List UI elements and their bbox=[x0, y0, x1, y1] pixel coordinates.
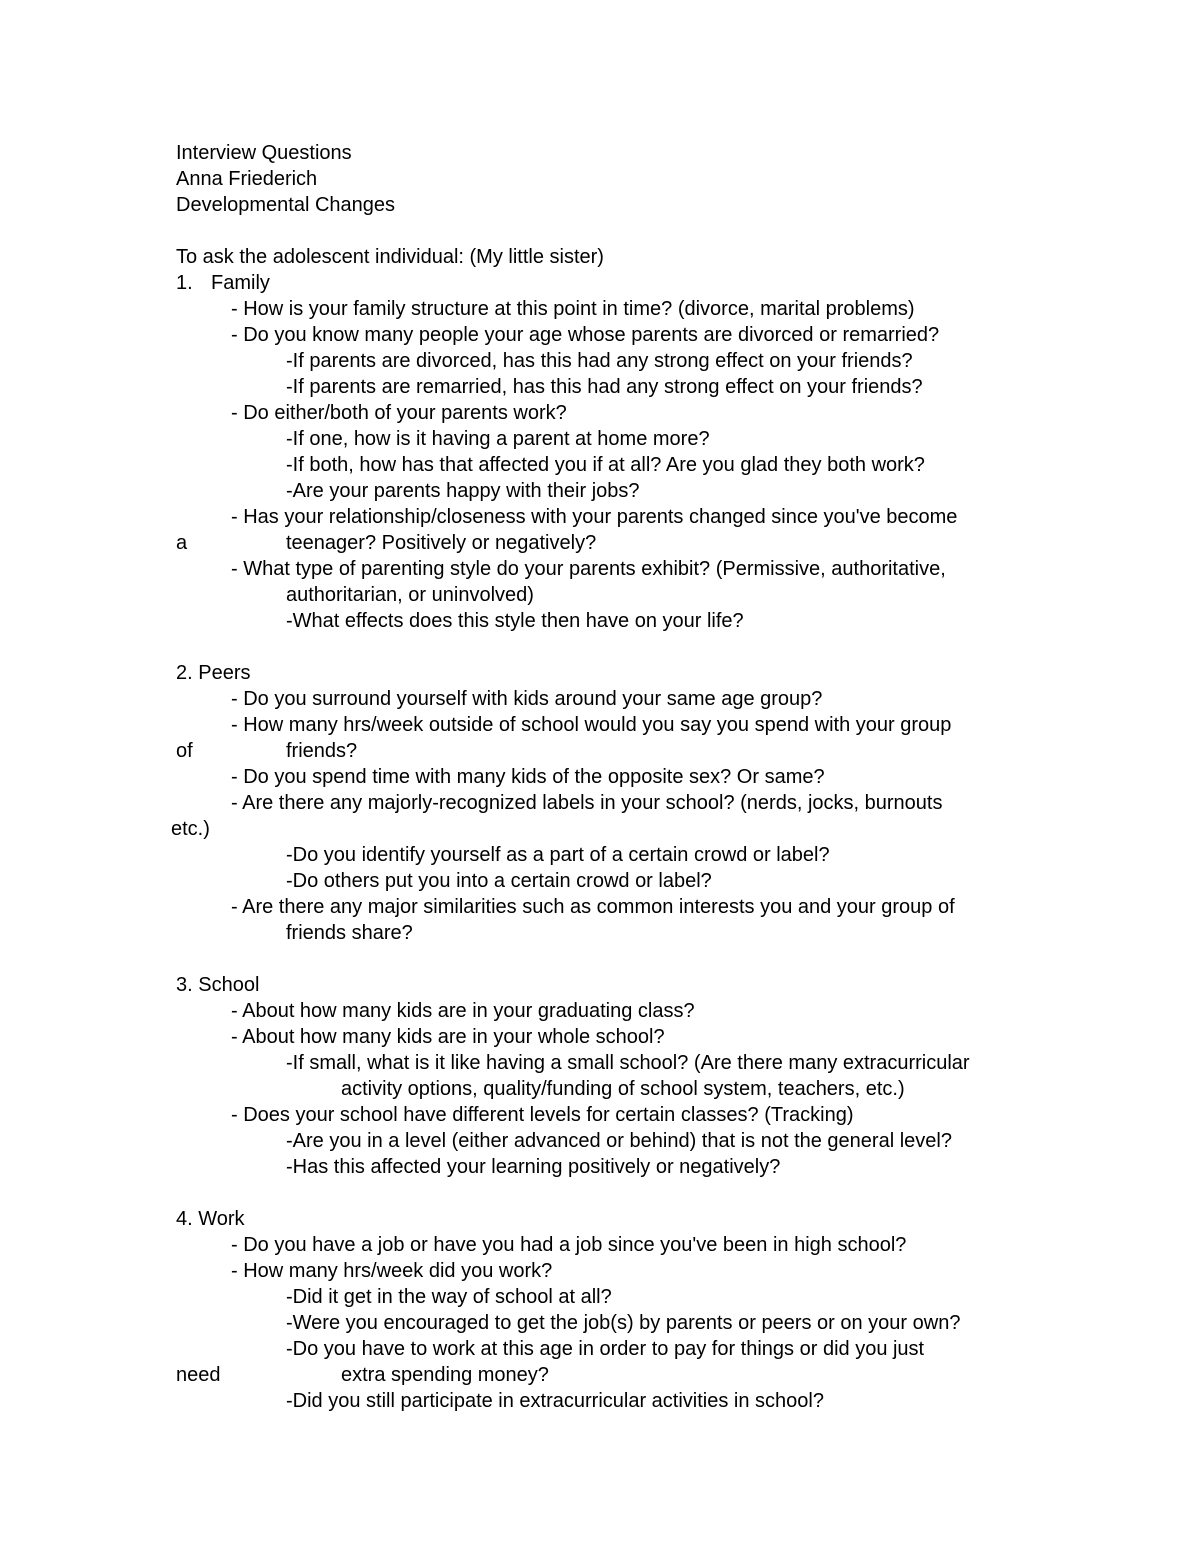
peers-question-continuation: friends? bbox=[286, 740, 358, 762]
family-question: - Do you know many people your age whose parents are divorced or remarried? bbox=[231, 324, 940, 346]
work-subquestion: -Did it get in the way of school at all? bbox=[286, 1286, 612, 1308]
peers-question-continuation: friends share? bbox=[286, 922, 413, 944]
peers-subquestion: -Do others put you into a certain crowd or label? bbox=[286, 870, 712, 892]
family-question-continuation: authoritarian, or uninvolved) bbox=[286, 584, 534, 606]
peers-question: - Are there any major similarities such as common interests you and your group of bbox=[231, 896, 955, 918]
author-name: Anna Friederich bbox=[176, 168, 318, 190]
work-question: - Do you have a job or have you had a job since you've been in high school? bbox=[231, 1234, 907, 1256]
work-subquestion: -Were you encouraged to get the job(s) by parents or peers or on your own? bbox=[286, 1312, 961, 1334]
school-question: - About how many kids are in your whole school? bbox=[231, 1026, 665, 1048]
school-subquestion: -Has this affected your learning positively or negatively? bbox=[286, 1156, 781, 1178]
family-heading-number: 1. bbox=[176, 272, 193, 294]
family-subquestion: -What effects does this style then have on your life? bbox=[286, 610, 744, 632]
school-subquestion: -If small, what is it like having a small school? (Are there many extracurricular bbox=[286, 1052, 970, 1074]
document-title: Interview Questions bbox=[176, 142, 352, 164]
family-subquestion: -Are your parents happy with their jobs? bbox=[286, 480, 640, 502]
work-question: - How many hrs/week did you work? bbox=[231, 1260, 553, 1282]
document-subject: Developmental Changes bbox=[176, 194, 396, 216]
school-heading: 3. School bbox=[176, 974, 260, 996]
family-question: - Do either/both of your parents work? bbox=[231, 402, 567, 424]
family-subquestion: -If one, how is it having a parent at home more? bbox=[286, 428, 710, 450]
work-subquestion-continuation: extra spending money? bbox=[341, 1364, 549, 1386]
peers-question: - How many hrs/week outside of school would you say you spend with your group bbox=[231, 714, 952, 736]
school-question: - About how many kids are in your graduating class? bbox=[231, 1000, 695, 1022]
peers-question: - Do you spend time with many kids of the opposite sex? Or same? bbox=[231, 766, 825, 788]
work-heading: 4. Work bbox=[176, 1208, 245, 1230]
wrapped-word: a bbox=[176, 532, 188, 554]
intro-line: To ask the adolescent individual: (My little sister) bbox=[176, 246, 604, 268]
family-question: - Has your relationship/closeness with your parents changed since you've become bbox=[231, 506, 958, 528]
peers-question: - Do you surround yourself with kids around your same age group? bbox=[231, 688, 823, 710]
school-subquestion-continuation: activity options, quality/funding of school system, teachers, etc.) bbox=[341, 1078, 905, 1100]
wrapped-word: etc.) bbox=[171, 818, 210, 840]
family-question: - What type of parenting style do your parents exhibit? (Permissive, authoritative, bbox=[231, 558, 946, 580]
family-question: - How is your family structure at this point in time? (divorce, marital problems) bbox=[231, 298, 915, 320]
peers-heading: 2. Peers bbox=[176, 662, 251, 684]
peers-subquestion: -Do you identify yourself as a part of a certain crowd or label? bbox=[286, 844, 830, 866]
work-subquestion: -Do you have to work at this age in order to pay for things or did you just bbox=[286, 1338, 925, 1360]
work-subquestion: -Did you still participate in extracurricular activities in school? bbox=[286, 1390, 824, 1412]
school-question: - Does your school have different levels for certain classes? (Tracking) bbox=[231, 1104, 854, 1126]
family-question-continuation: teenager? Positively or negatively? bbox=[286, 532, 597, 554]
family-subquestion: -If parents are remarried, has this had any strong effect on your friends? bbox=[286, 376, 923, 398]
wrapped-word: need bbox=[176, 1364, 221, 1386]
wrapped-word: of bbox=[176, 740, 193, 762]
family-subquestion: -If both, how has that affected you if at all? Are you glad they both work? bbox=[286, 454, 925, 476]
family-heading: Family bbox=[211, 272, 270, 294]
peers-question: - Are there any majorly-recognized labels in your school? (nerds, jocks, burnouts bbox=[231, 792, 943, 814]
school-subquestion: -Are you in a level (either advanced or behind) that is not the general level? bbox=[286, 1130, 952, 1152]
family-subquestion: -If parents are divorced, has this had any strong effect on your friends? bbox=[286, 350, 913, 372]
